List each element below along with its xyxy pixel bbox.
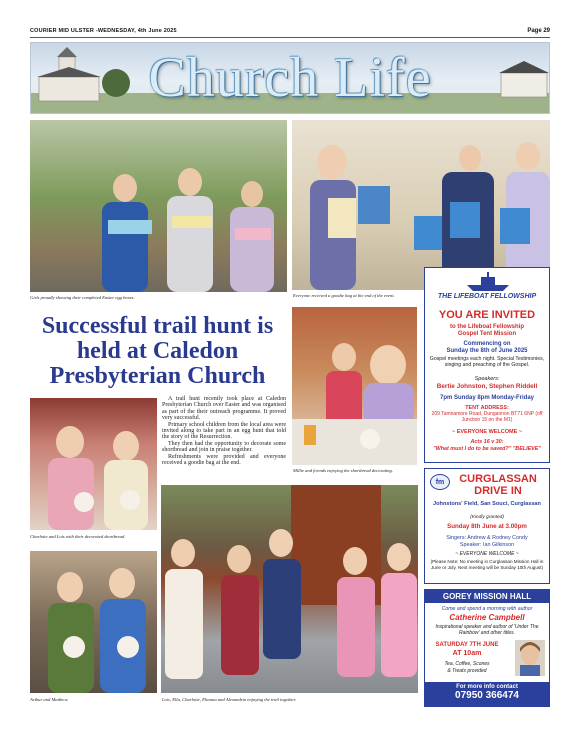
caption-lois: Lois, Ella, Charlotte, Elianna and Alexandria enjoying the trail together. — [162, 697, 297, 702]
ad-text: & Treats provided — [447, 668, 487, 674]
article-body — [162, 396, 286, 466]
ad-text: "What must I do to be saved?" "BELIEVE" — [433, 446, 541, 452]
caption-goodie: Everyone received a goodie bag at the end of the event. — [293, 293, 395, 298]
ad-text: (Kindly granted) — [470, 515, 504, 520]
two-girls-illustration — [30, 398, 157, 530]
ad-text: Gospel Tent Mission — [457, 331, 517, 337]
photo-arthur-matthew — [30, 551, 157, 693]
ad-text: Inspirational speaker and author of 'Under The Rainbow' and other titles. — [435, 624, 539, 636]
ad-text: Gospel meetings each night. Special Testimonies, singing and preaching of the Gospel. — [429, 356, 545, 368]
ad-text: Acts 16 v 30: — [470, 439, 504, 445]
article-paragraph: Primary school children from the local area were invited along to take part in an egg hunt that told the story of the Resurrection. — [162, 421, 286, 441]
ad-text: to the Lifeboat Fellowship — [450, 324, 524, 330]
page-number: Page 29 — [527, 28, 550, 34]
article-headline: Successful trail hunt is held at Caledon Presbyterian Church — [41, 313, 274, 389]
ad-text: Commencing on — [463, 341, 511, 347]
ad-title: DRIVE IN — [474, 485, 522, 497]
photo-easter-egg-boxes — [30, 120, 287, 292]
fellowship-logo-icon: fm — [430, 474, 450, 490]
gorey-mission-hall-ad — [424, 589, 550, 707]
ad-text: ~ EVERYONE WELCOME ~ — [451, 429, 523, 435]
contact-label: For more info contact — [456, 684, 518, 690]
children-with-bags-illustration — [292, 120, 550, 290]
caption-eggs: Girls proudly showing their completed Easter egg boxes. — [30, 295, 135, 300]
ad-venue: Johnstons' Field, San Souci, Curglassan — [433, 501, 541, 507]
newspaper-dateline: COURIER MID ULSTER -WEDNESDAY, 4th June 2025 — [30, 28, 177, 34]
photo-shortbread-decorating — [292, 307, 417, 465]
ad-date: Sunday 8th June at 3.00pm — [447, 523, 527, 530]
photo-trail-group — [161, 485, 418, 693]
curglassan-drive-in-ad — [424, 468, 550, 584]
lifeboat-fellowship-ad — [424, 267, 550, 463]
ad-title-bar: GOREY MISSION HALL — [425, 590, 549, 603]
photo-goodie-bags — [292, 120, 550, 290]
children-at-table-illustration — [292, 307, 417, 465]
ad-text: Come and spend a morning with author — [441, 606, 533, 612]
church-life-banner — [30, 42, 550, 114]
two-boys-illustration — [30, 551, 157, 693]
banner-title: Church Life — [148, 47, 432, 109]
caption-millie: Millie and friends enjoying the shortbread decorating. — [293, 468, 393, 473]
ad-text: Tea, Coffee, Scones — [444, 661, 490, 667]
ad-address: 209 Tamnamore Road, Dungannon BT71 6NP (off Junction 15 on the M1) — [431, 411, 543, 423]
ad-text: ~ EVERYONE WELCOME ~ — [455, 551, 519, 557]
ad-text: Speaker: Ian Gilkinson — [459, 542, 515, 548]
ad-date: Sunday the 8th of June 2025 — [446, 348, 528, 354]
photo-charlotte-lois — [30, 398, 157, 530]
ad-speakers: Bertie Johnston, Stephen Riddell — [436, 383, 538, 390]
ad-note: (Please Note: No meeting in Curglassan Mission Hall in June or July. Next meeting will be Sunday 10th August) — [430, 559, 544, 570]
ad-title: CURGLASSAN — [459, 473, 537, 485]
ad-date: AT 10am — [452, 650, 482, 657]
ad-text: Singers: Andrew & Rodney Condy — [446, 535, 528, 541]
lifeboat-icon — [463, 271, 513, 293]
author-portrait — [515, 640, 545, 676]
contact-bar — [425, 682, 549, 706]
ad-text: TENT ADDRESS: — [465, 405, 509, 411]
ad-text: Speakers: — [474, 376, 500, 382]
children-illustration — [30, 120, 287, 292]
lifeboat-logo-text: THE LIFEBOAT FELLOWSHIP — [437, 293, 537, 300]
contact-phone: 07950 366474 — [455, 690, 519, 701]
group-of-children-illustration — [161, 485, 418, 693]
ad-times: 7pm Sunday 8pm Monday-Friday — [439, 395, 535, 401]
article-paragraph: Refreshments were provided and everyone received a goodie bag at the end. — [162, 453, 286, 467]
article-paragraph: They then had the opportunity to decorate some shortbread and join in praise together. — [162, 440, 286, 454]
caption-arthur: Arthur and Matthew. — [30, 697, 69, 702]
ad-invited-title: YOU ARE INVITED — [438, 309, 536, 321]
article-paragraph: A trail hunt recently took place at Caledon Presbyterian Church over Easter and was organised as part of the their outreach programme. It proved very successful. — [162, 396, 286, 422]
ad-date: SATURDAY 7TH JUNE — [435, 642, 499, 648]
header-rule — [30, 37, 550, 38]
caption-charlotte: Charlotte and Lois with their decorated shortbread. — [30, 534, 126, 539]
ad-name: Catherine Campbell — [449, 613, 525, 622]
